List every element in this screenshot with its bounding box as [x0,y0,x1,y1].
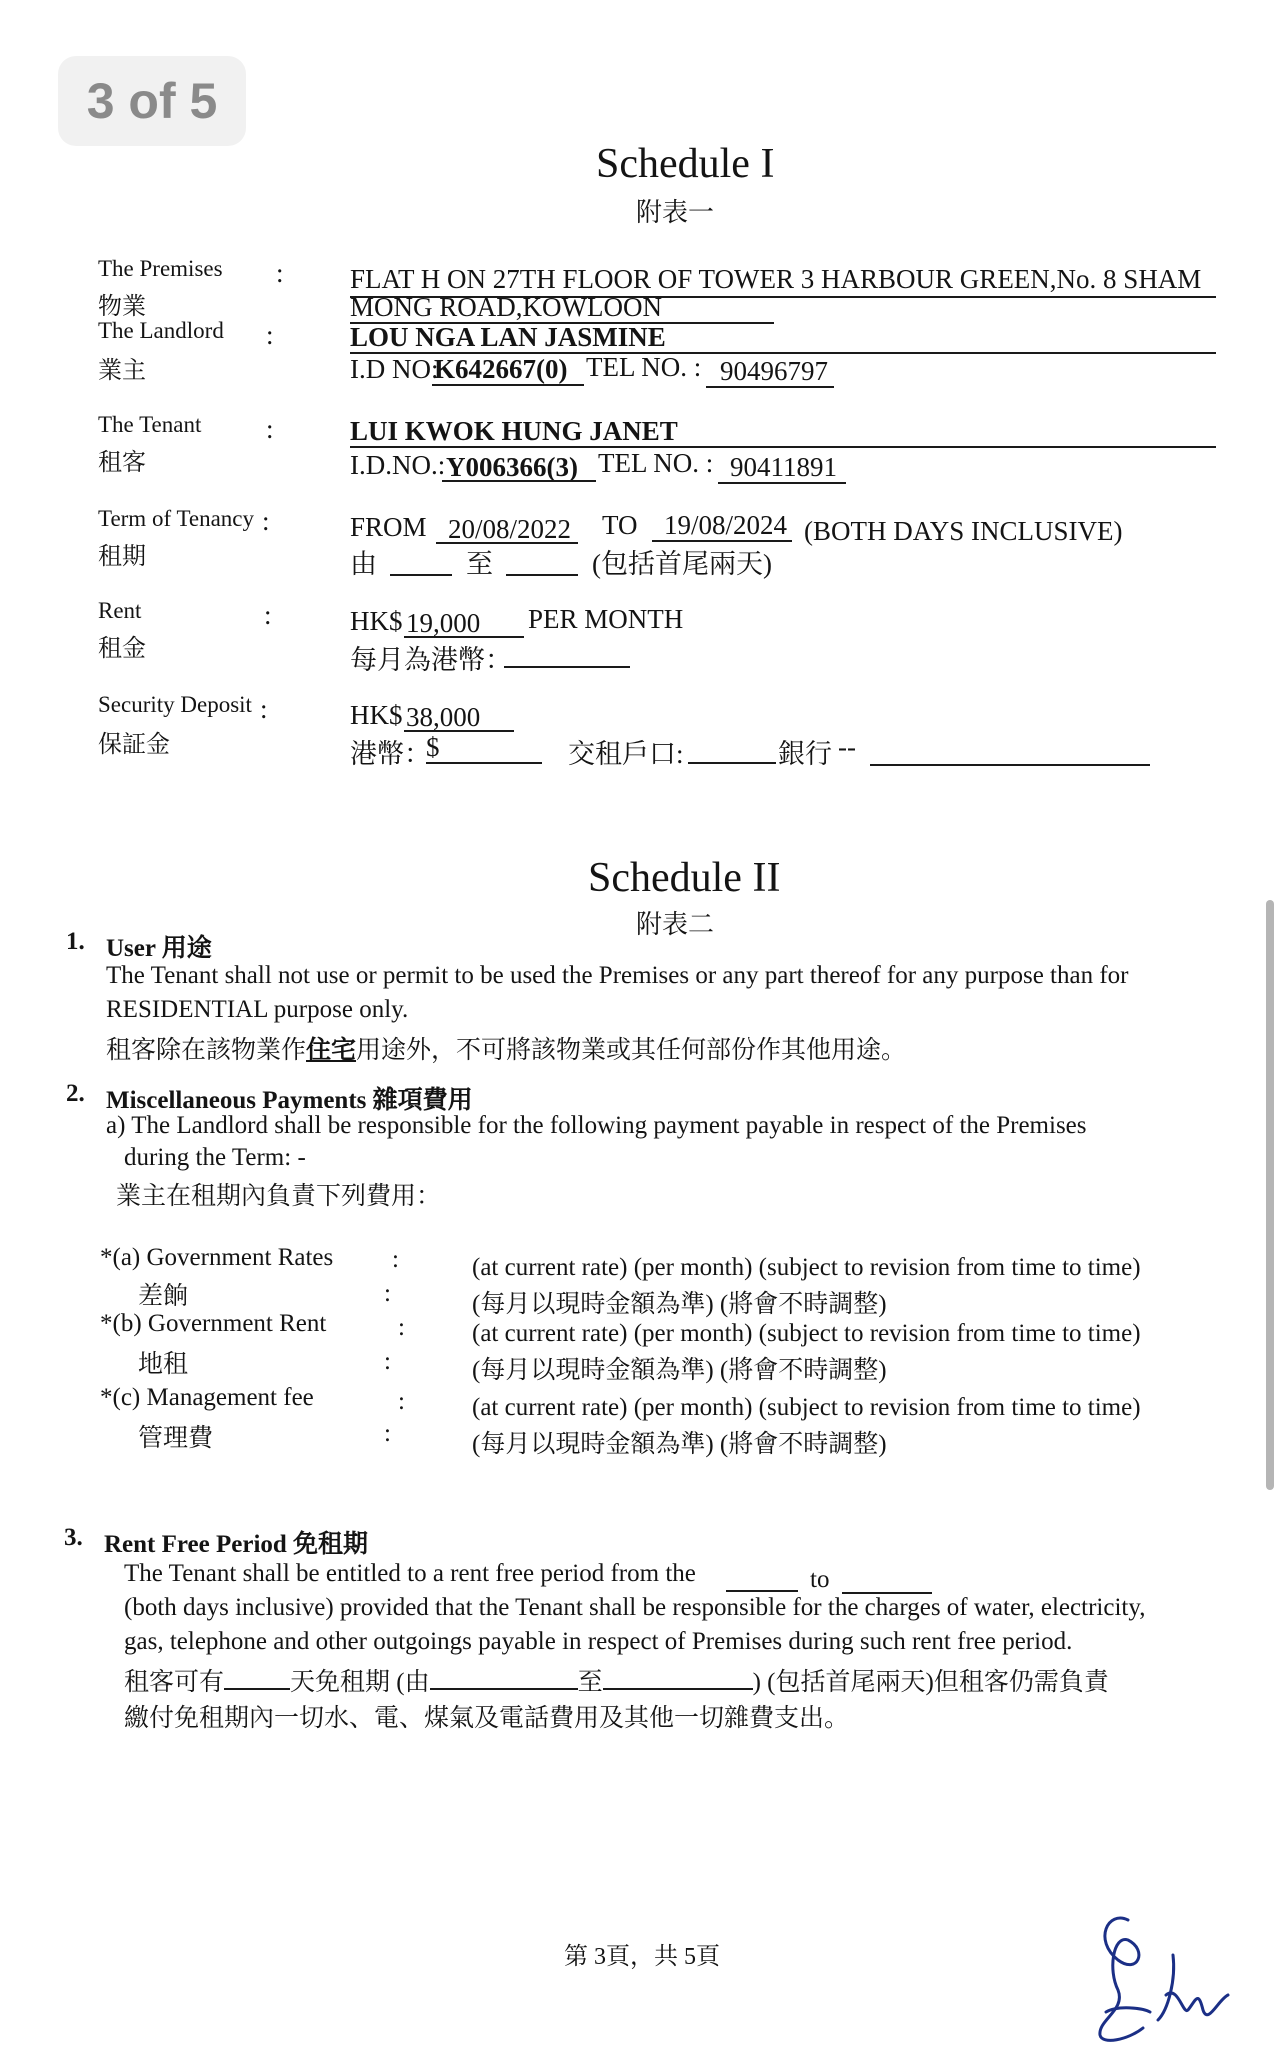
item-management-fee-zh: 管理費 [138,1425,214,1452]
section-3-zh-1c: 至 [577,1669,603,1696]
rent-zh: 每月為港幣： [350,645,512,675]
section-3-number: 3. [64,1524,83,1551]
section-3-zh-1d: ) (包括首尾兩天)但租客仍需負責 [752,1669,1109,1696]
item-a-rate: (at current rate) (per month) (subject to revision from time to time) [472,1254,1141,1281]
term-to-date: 19/08/2024 [664,510,788,540]
premises-address-line-2: MONG ROAD,KOWLOON [350,292,662,322]
section-3-zh-2: 繳付免租期內一切水、電、煤氣及電話費用及其他一切雜費支出。 [124,1705,850,1732]
section-1-zh [106,1030,906,1066]
term-to-zh: 至 [466,549,493,579]
schedule-2-subtitle: 附表二 [636,910,715,939]
term-colon: : [262,506,270,536]
tenant-tel-value: 90411891 [730,452,837,482]
deposit-prefix: HK$ [350,700,403,730]
landlord-id-value: K642667(0) [434,354,568,384]
deposit-label: Security Deposit [98,692,252,717]
item-government-rent-zh: 地租 [138,1351,189,1378]
item-b-colon-zh: : [384,1348,391,1375]
tenant-name: LUI KWOK HUNG JANET [350,416,678,446]
rent-label-zh: 租金 [98,636,146,662]
section-1-line-1: The Tenant shall not use or permit to be used the Premises or any part thereof for any purpose than for [106,962,1129,989]
tenant-label: The Tenant [98,412,202,437]
schedule-1-title: Schedule I [596,141,775,187]
deposit-amount: 38,000 [406,702,481,732]
section-3-heading: Rent Free Period 免租期 [104,1531,369,1558]
item-b-colon: : [398,1314,405,1341]
landlord-colon: : [266,320,274,350]
schedule-1-subtitle: 附表一 [636,198,715,227]
item-management-fee: *(c) Management fee [100,1384,314,1411]
section-3-line-3: gas, telephone and other outgoings payable in respect of Premises during such rent free period. [124,1628,1073,1655]
section-1-zh-a: 租客除在該物業作 [106,1037,307,1064]
premises-colon: : [276,258,284,288]
landlord-label: The Landlord [98,318,224,343]
section-1-number: 1. [66,928,85,955]
premises-label: The Premises [98,256,223,281]
item-c-colon: : [398,1388,405,1415]
deposit-zh-value: $ [426,732,440,762]
section-3-zh-1 [124,1662,1109,1698]
item-b-rate-zh: (每月以現時金額為準) (將會不時調整) [472,1357,887,1384]
section-1-zh-residential: 住宅 [306,1037,357,1064]
section-2-zh: 業主在租期內負責下列費用： [116,1183,442,1210]
section-3-zh-1b: 天免租期 (由 [290,1669,430,1696]
item-government-rates: *(a) Government Rates [100,1244,334,1271]
term-inclusive-note: (BOTH DAYS INCLUSIVE) [804,516,1123,546]
item-b-rate: (at current rate) (per month) (subject to revision from time to time) [472,1320,1141,1347]
signature [1088,1900,1258,2050]
tenant-label-zh: 租客 [98,450,146,476]
item-government-rates-zh: 差餉 [138,1283,189,1310]
term-from-date: 20/08/2022 [448,514,572,544]
section-2-line-1: a) The Landlord shall be responsible for the following payment payable in respect of the Premises [106,1112,1087,1139]
section-2-heading: Miscellaneous Payments 雜項費用 [106,1087,473,1114]
section-1-line-2: RESIDENTIAL purpose only. [106,996,409,1023]
deposit-zh-prefix: 港幣： [350,739,431,769]
item-c-rate: (at current rate) (per month) (subject to revision from time to time) [472,1394,1141,1421]
item-c-colon-zh: : [384,1420,391,1447]
landlord-tel-label: TEL NO. : [586,352,702,382]
account-label: 交租戶口: [568,739,684,769]
premises-label-zh: 物業 [98,294,146,320]
term-label: Term of Tenancy [98,506,255,531]
item-a-rate-zh: (每月以現時金額為準) (將會不時調整) [472,1291,887,1318]
tenant-id-value: Y006366(3) [446,452,578,482]
section-3-line-2: (both days inclusive) provided that the Tenant shall be responsible for the charges of water, electricity, [124,1594,1146,1621]
page-footer: 第 3頁，共 5頁 [564,1944,720,1970]
landlord-label-zh: 業主 [98,358,146,384]
term-inclusive-note-zh: (包括首尾兩天) [592,549,772,579]
deposit-colon: : [260,694,268,724]
deposit-label-zh: 保証金 [98,732,170,758]
rent-suffix: PER MONTH [528,604,684,634]
tenant-id-label: I.D.NO.: [350,450,446,480]
section-3-line-1a: The Tenant shall be entitled to a rent free period from the [124,1560,696,1587]
section-3-zh-1a: 租客可有 [124,1669,225,1696]
term-from-label: FROM [350,512,427,542]
rent-colon: : [264,600,272,630]
item-government-rent: *(b) Government Rent [100,1310,327,1337]
section-3-line-1b: to [810,1566,830,1593]
scrollbar[interactable] [1266,900,1274,1490]
page-indicator: 3 of 5 [58,56,246,146]
tenant-tel-label: TEL NO. : [598,448,714,478]
section-2-number: 2. [66,1080,85,1107]
tenant-colon: : [266,414,274,444]
rent-prefix: HK$ [350,606,403,636]
landlord-id-label: I.D NO: [350,354,439,384]
term-label-zh: 租期 [98,544,146,570]
item-c-rate-zh: (每月以現時金額為準) (將會不時調整) [472,1431,887,1458]
premises-address-line-1: FLAT H ON 27TH FLOOR OF TOWER 3 HARBOUR GREEN,No. 8 SHAM [350,264,1202,294]
section-1-heading: User 用途 [106,935,212,962]
rent-amount: 19,000 [406,608,481,638]
term-to-label: TO [602,510,638,540]
landlord-name: LOU NGA LAN JASMINE [350,322,666,352]
section-2-line-2: during the Term: - [124,1144,306,1171]
term-from-zh: 由 [350,549,377,579]
rent-label: Rent [98,598,142,623]
bank-dash: -- [838,732,856,762]
schedule-2-title: Schedule II [588,855,781,901]
bank-label: 銀行 [778,739,832,769]
item-a-colon-zh: : [384,1280,391,1307]
item-a-colon: : [392,1246,399,1273]
landlord-tel-value: 90496797 [720,356,828,386]
section-1-zh-c: 用途外，不可將該物業或其任何部份作其他用途。 [356,1037,907,1064]
